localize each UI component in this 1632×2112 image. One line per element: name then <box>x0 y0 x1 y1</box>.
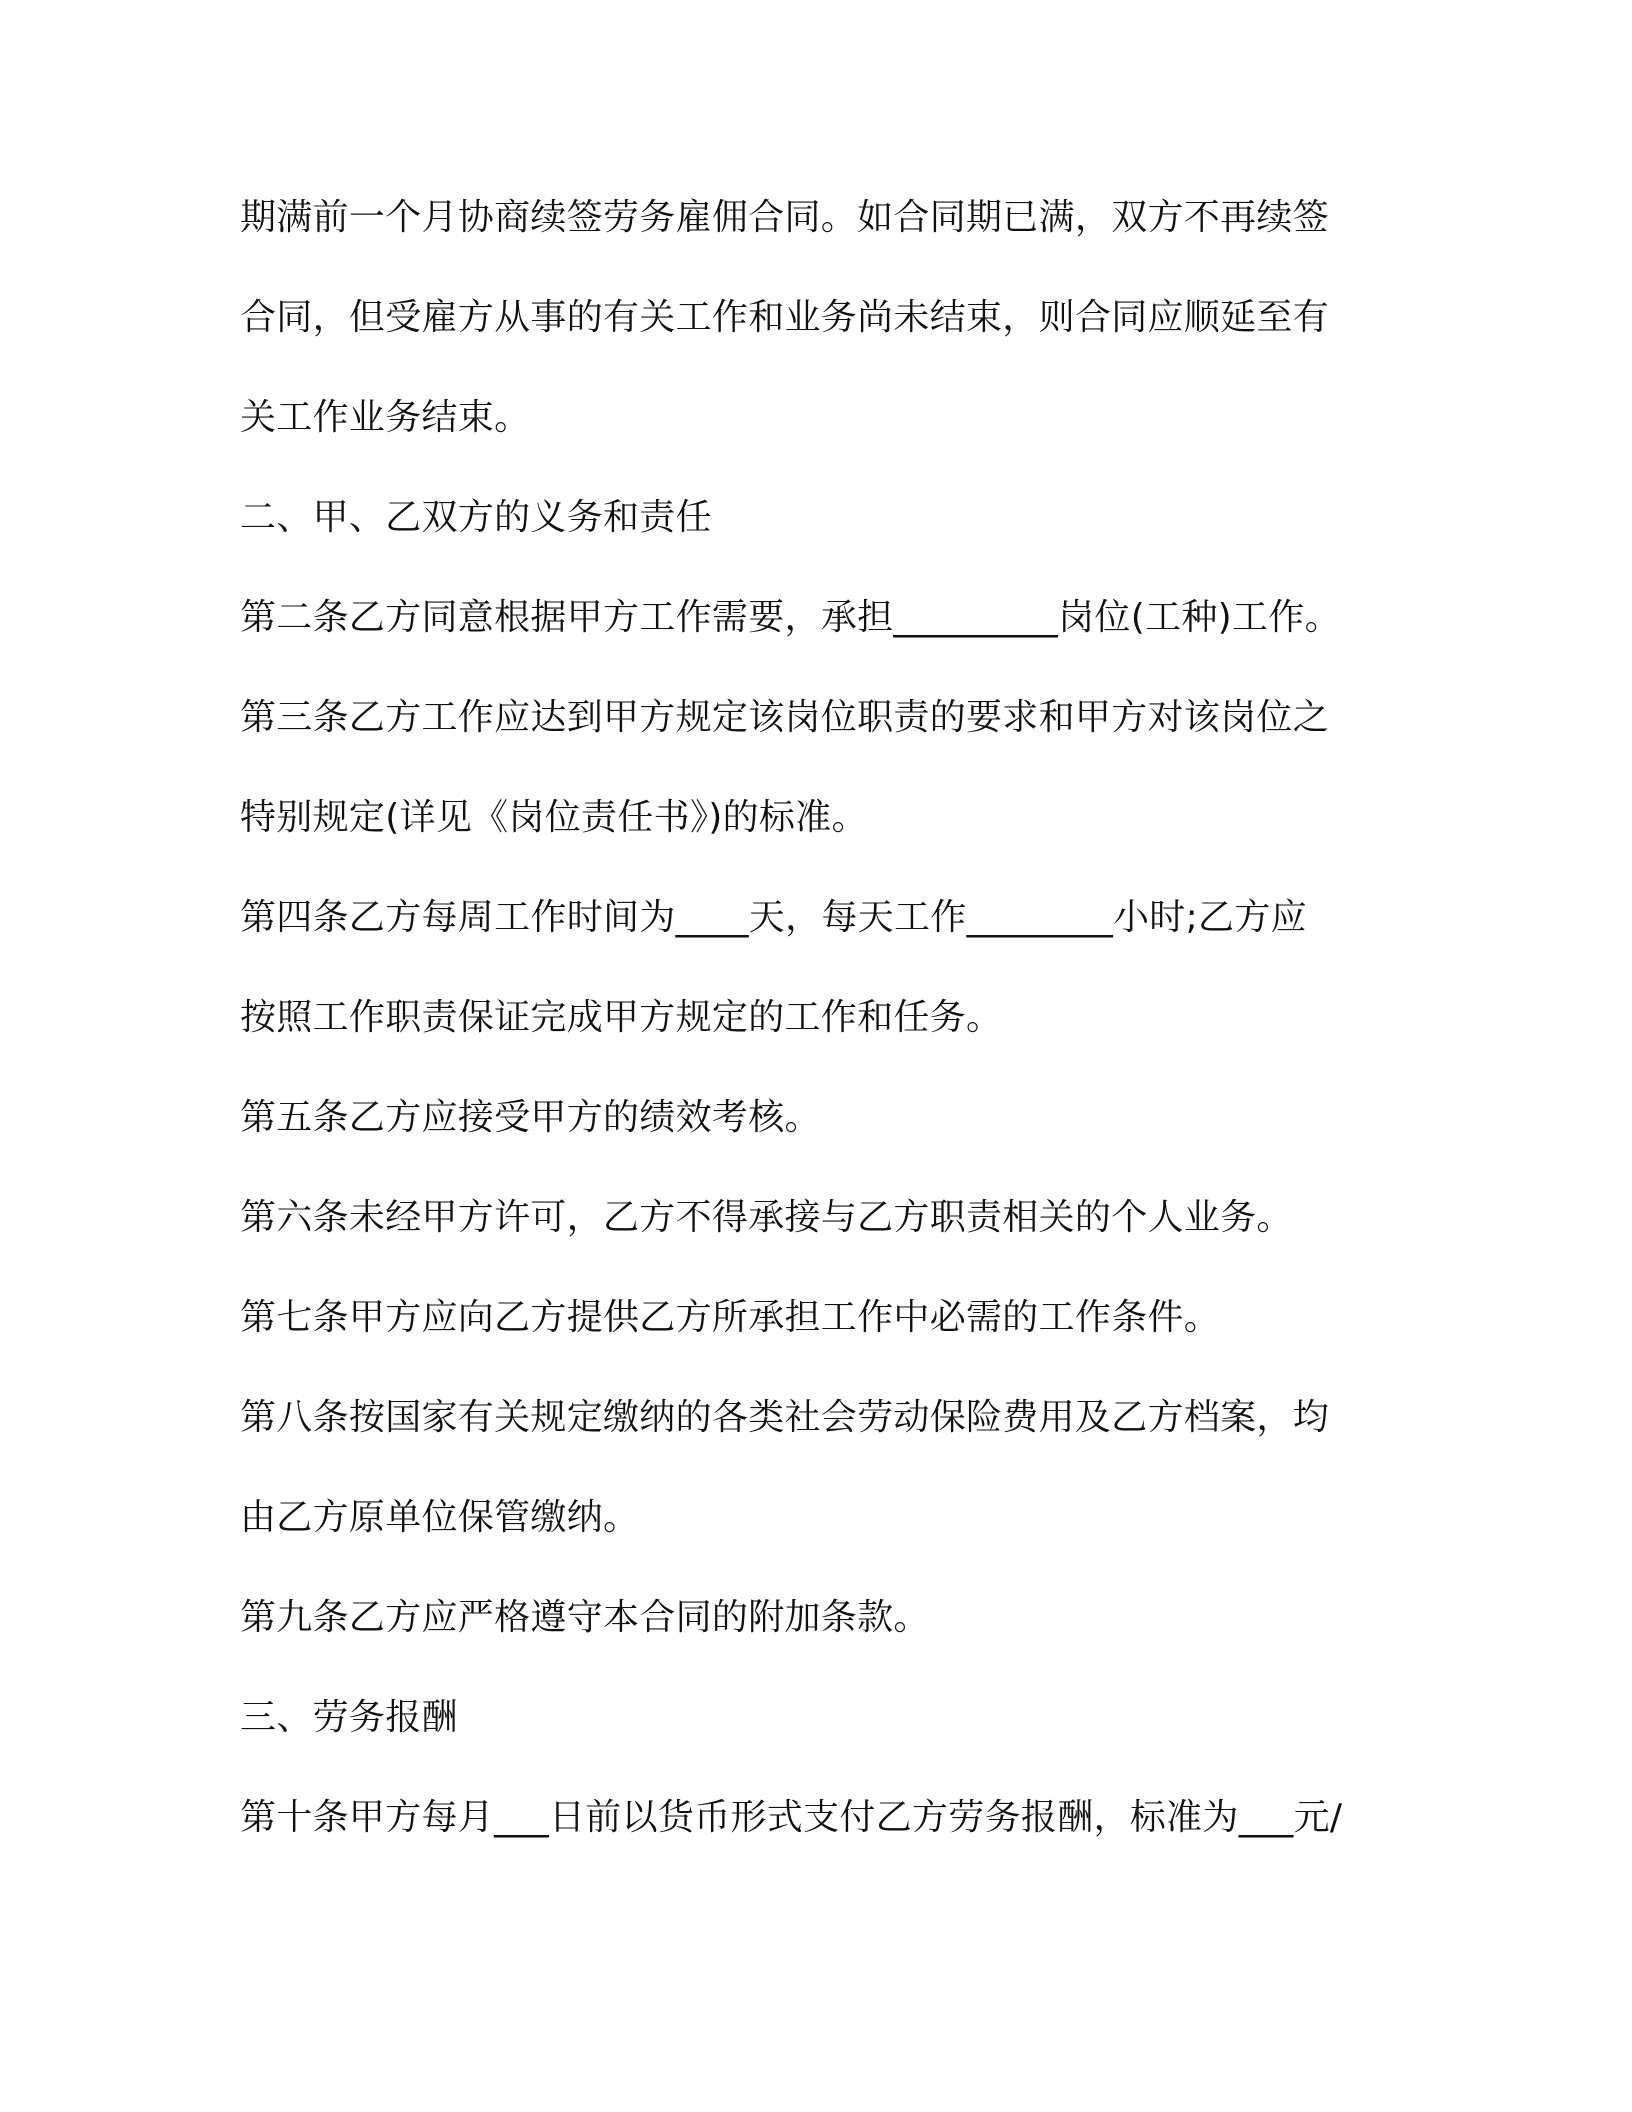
paragraph-line: 关工作业务结束。 <box>240 397 531 438</box>
paragraph-line: 期满前一个月协商续签劳务雇佣合同。如合同期已满，双方不再续签 <box>240 197 1330 238</box>
paragraph-line: 特别规定(详见《岗位责任书》)的标准。 <box>240 797 868 838</box>
section-heading: 二、甲、乙双方的义务和责任 <box>240 497 712 538</box>
article-line: 第七条甲方应向乙方提供乙方所承担工作中必需的工作条件。 <box>240 1297 1221 1338</box>
paragraph-line: 由乙方原单位保管缴纳。 <box>240 1497 640 1538</box>
article-line: 第五条乙方应接受甲方的绩效考核。 <box>240 1097 821 1138</box>
article-line: 第三条乙方工作应达到甲方规定该岗位职责的要求和甲方对该岗位之 <box>240 697 1330 738</box>
article-line: 第十条甲方每月___日前以货币形式支付乙方劳务报酬，标准为___元/ <box>240 1797 1343 1838</box>
paragraph-line: 按照工作职责保证完成甲方规定的工作和任务。 <box>240 997 1003 1038</box>
article-line: 第二条乙方同意根据甲方工作需要，承担_________岗位(工种)工作。 <box>240 597 1341 638</box>
article-line: 第九条乙方应严格遵守本合同的附加条款。 <box>240 1597 930 1638</box>
paragraph-line: 合同，但受雇方从事的有关工作和业务尚未结束，则合同应顺延至有 <box>240 297 1330 338</box>
section-heading: 三、劳务报酬 <box>240 1697 458 1738</box>
article-line: 第四条乙方每周工作时间为____天，每天工作________小时;乙方应 <box>240 897 1307 938</box>
article-line: 第八条按国家有关规定缴纳的各类社会劳动保险费用及乙方档案，均 <box>240 1397 1330 1438</box>
article-line: 第六条未经甲方许可，乙方不得承接与乙方职责相关的个人业务。 <box>240 1197 1293 1238</box>
